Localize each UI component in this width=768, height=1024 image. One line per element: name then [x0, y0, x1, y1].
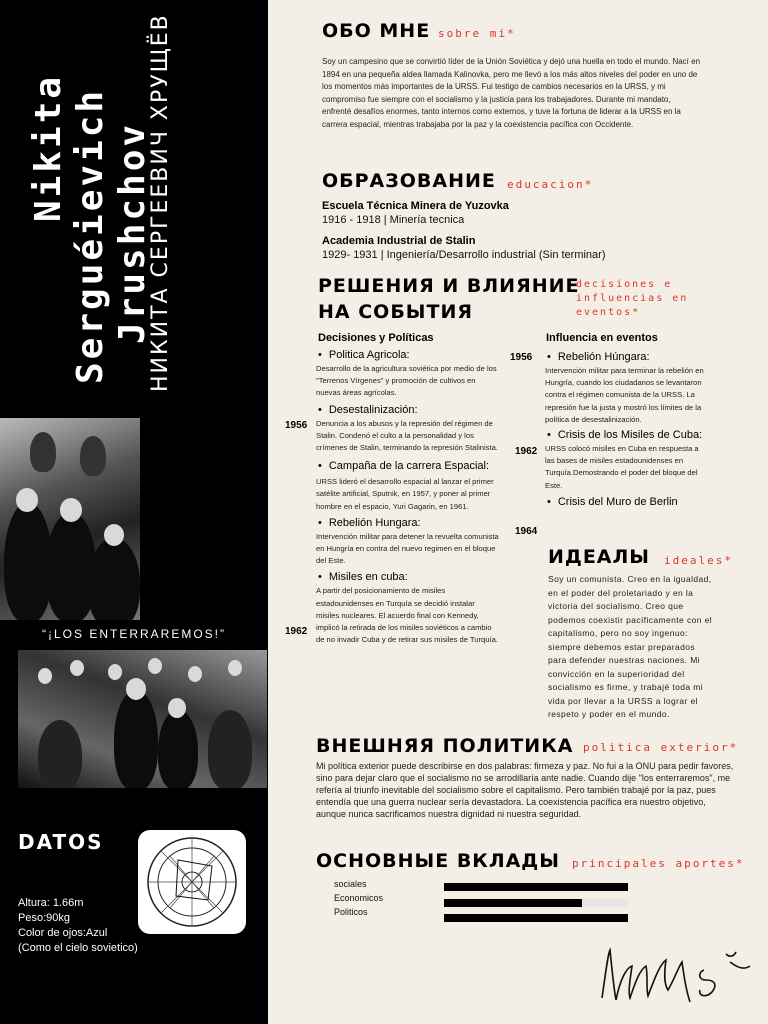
datos-height: Altura: 1.66m [18, 897, 84, 909]
contributions-tag: principales aportes* [572, 857, 745, 870]
about-text: Soy un campesino que se convirtió líder de la Unión Soviética y dejó una huella en todo el mundo. Nací en 1894 en una pequeña aldea llamada Kalinovka, pero me llevó a los más altos niveles del poder en uno de los momentos más importantes de la URSS. Fui testigo de cambios necesarios en la URSS, y mi compromiso fue siempre con el socialismo y la justicia para los trabajadores. Durante mi mandato, enfrenté desafíos enormes, tanto internos como externos, y tuve la fortuna de liderar a la URSS en la carrera espacial, mientras trabajaba por la paz y la coexistencia pacífica con Occidente. [322, 57, 701, 129]
decision-desc: A partir del posicionamiento de misiles estadounidenses en Turquía se decidió instalar misiles nucleares. El acuerdo final con Kennedy, implicó la retirada de los misiles soviéticos a cambio de no invadir Cuba y de retirar sus misiles de Turquía. [316, 586, 498, 645]
decision-title: • Campaña de la carrera Espacial: [316, 458, 500, 475]
decision-item [316, 517, 500, 568]
event-item [545, 429, 705, 492]
datos-weight: Peso:90kg [18, 912, 70, 924]
event-title: • Crisis del Muro de Berlin [545, 496, 705, 508]
education-school-2: Academia Industrial de Stalin [322, 235, 476, 247]
education-tag: educacion* [507, 178, 594, 191]
contribution-label: sociales [334, 879, 367, 889]
event-desc: URSS colocó misiles en Cuba en respuesta a las bases de misiles estadounidenses en Turquía.Demostrando el poder del bloque del Este. [545, 444, 699, 490]
decision-item [316, 458, 500, 513]
event-title: • Crisis de los Misiles de Cuba: [545, 429, 705, 441]
name-cyrillic: НИКИТА СЕРГЕЕВИЧ ХРУЩЁВ [148, 13, 173, 392]
foreign-text: Mi política exterior puede describirse en dos palabras: firmeza y paz. No fui a la ONU para pedir favores, sino para dejar claro que el socialismo no se arrodillaría ante nadie. Cuando dije "los enterraremos", me refería al triunfo inevitable del socialismo sobre el capitalismo. Pero también trabajé por la paz, pues entendía que una guerra nuclear sería devastadora. La coexistencia pacífica era nuestro objetivo, aunque nunca sacrificamos nuestra dignidad ni nuestra seguridad. [316, 761, 734, 819]
photo-un-assembly [0, 418, 140, 620]
decisions-right-heading: Influencia en eventos [546, 332, 658, 344]
datos-eyes: Color de ojos:Azul [18, 927, 108, 939]
decision-desc: Denuncia a los abusos y la represión del régimen de Stalin. Condenó el culto a la personalidad y los crímenes de Stalin, terminando la represión Stalinista. [316, 418, 498, 453]
left-panel [0, 0, 268, 1024]
contribution-bar-fill [444, 899, 582, 907]
education-school-1: Escuela Técnica Minera de Yuzovka [322, 200, 509, 212]
decisions-title-1: РЕШЕНИЯ И ВЛИЯНИЕ [318, 275, 580, 297]
decision-item [316, 404, 500, 455]
event-item [545, 496, 705, 508]
decision-item [316, 571, 500, 646]
signature-image [594, 940, 758, 1010]
contribution-label: Politicos [334, 907, 368, 917]
decisions-tag-1: decisiones e [576, 279, 673, 290]
decisions-right-column [545, 351, 705, 508]
name-patronymic: Serguéievich [70, 87, 111, 384]
name-surname: Jrushchov [112, 121, 153, 344]
decision-desc: Desarrollo de la agricultura soviética por medio de los "Terrenos Vírgenes" y promoción de cultivos en nuevas áreas agrícolas. [316, 364, 497, 398]
datos-eyes-note: (Como el cielo sovietico) [18, 942, 138, 954]
decision-title: • Rebelión Hungara: [316, 517, 500, 529]
education-detail-1: 1916 - 1918 | Minería tecnica [322, 214, 465, 226]
name-first: Nikita [28, 73, 69, 222]
event-item [545, 351, 705, 426]
event-desc: Intervención militar para terminar la rebelión en Hungría, cuando los ciudadanos se levantaron contra el régimen comunista de la URSS. La represión fue la justa y mostró los límites de la política de desestalinización. [545, 366, 704, 424]
decision-title: • Misiles en cuba: [316, 571, 500, 583]
decision-title: • Desestalinización: [316, 404, 500, 416]
contribution-bar-fill [444, 883, 628, 891]
photo-crowd [18, 650, 267, 788]
contributions-labels [334, 877, 383, 919]
decision-year: 1956 [285, 420, 308, 431]
about-tag: sobre mi* [438, 27, 516, 40]
event-title: • Rebelión Húngara: [545, 351, 705, 363]
event-year: 1962 [515, 446, 538, 457]
foreign-title: ВНЕШНЯЯ ПОЛИТИКА [316, 735, 574, 757]
famous-quote: “¡LOS ENTERRAREMOS!” [42, 627, 227, 641]
decisions-left-heading: Decisiones y Políticas [318, 332, 434, 344]
ideals-text: Soy un comunista. Creo en la igualdad, en el poder del proletariado y en la victoria del socialismo. Creo que podemos coexistir pacíficamente con el capitalismo, pero no soy ingenuo: siempre debemos estar preparados para defender nuestras naciones. Mi convicción en la superioridad del socialismo es firme, y trabajé toda mi vida por llevar a la URSS a lograr el respeto y poder en el mundo. [548, 574, 713, 719]
contribution-bar [444, 899, 628, 907]
decisions-tag-2: influencias en [576, 293, 689, 304]
ideals-title: ИДЕАЛЫ [548, 546, 650, 568]
contribution-bar-fill [444, 914, 628, 922]
education-detail-2: 1929- 1931 | Ingeniería/Desarrollo industrial (Sin terminar) [322, 249, 606, 261]
decision-item [316, 349, 500, 400]
contributions-title: ОСНОВНЫЕ ВКЛАДЫ [316, 850, 560, 872]
contribution-label: Economicos [334, 893, 384, 903]
vertical-name [28, 36, 153, 384]
decision-desc: URSS lideró el desarrollo espacial al lanzar el primer satélite artificial, Sputnik, en 1957, y poner al primer hombre en el espacio, Yuri Gagarin, en 1961. [316, 477, 494, 511]
event-year: 1956 [510, 352, 533, 363]
contribution-bar [444, 883, 628, 891]
decisions-left-column [316, 349, 500, 646]
decision-desc: Intervención militar para detener la revuelta comunista en Hungría en contra del nuevo regimen en el bloque del Este. [316, 531, 499, 566]
decisions-tag-3: eventos* [576, 307, 641, 318]
foreign-tag: politica exterior* [583, 741, 739, 754]
education-title: ОБРАЗОВАНИЕ [322, 170, 496, 192]
contribution-bar [444, 914, 628, 922]
natal-chart-icon [138, 830, 246, 934]
about-title: ОБО МНЕ [322, 20, 431, 42]
datos-list [18, 896, 138, 956]
decision-year: 1962 [285, 626, 308, 637]
decision-title: • Politica Agricola: [316, 349, 500, 361]
ideals-tag: ideales* [664, 554, 733, 567]
datos-title: DATOS [18, 830, 104, 854]
event-year: 1964 [515, 526, 538, 537]
decisions-title-2: НА СОБЫТИЯ [318, 301, 473, 323]
